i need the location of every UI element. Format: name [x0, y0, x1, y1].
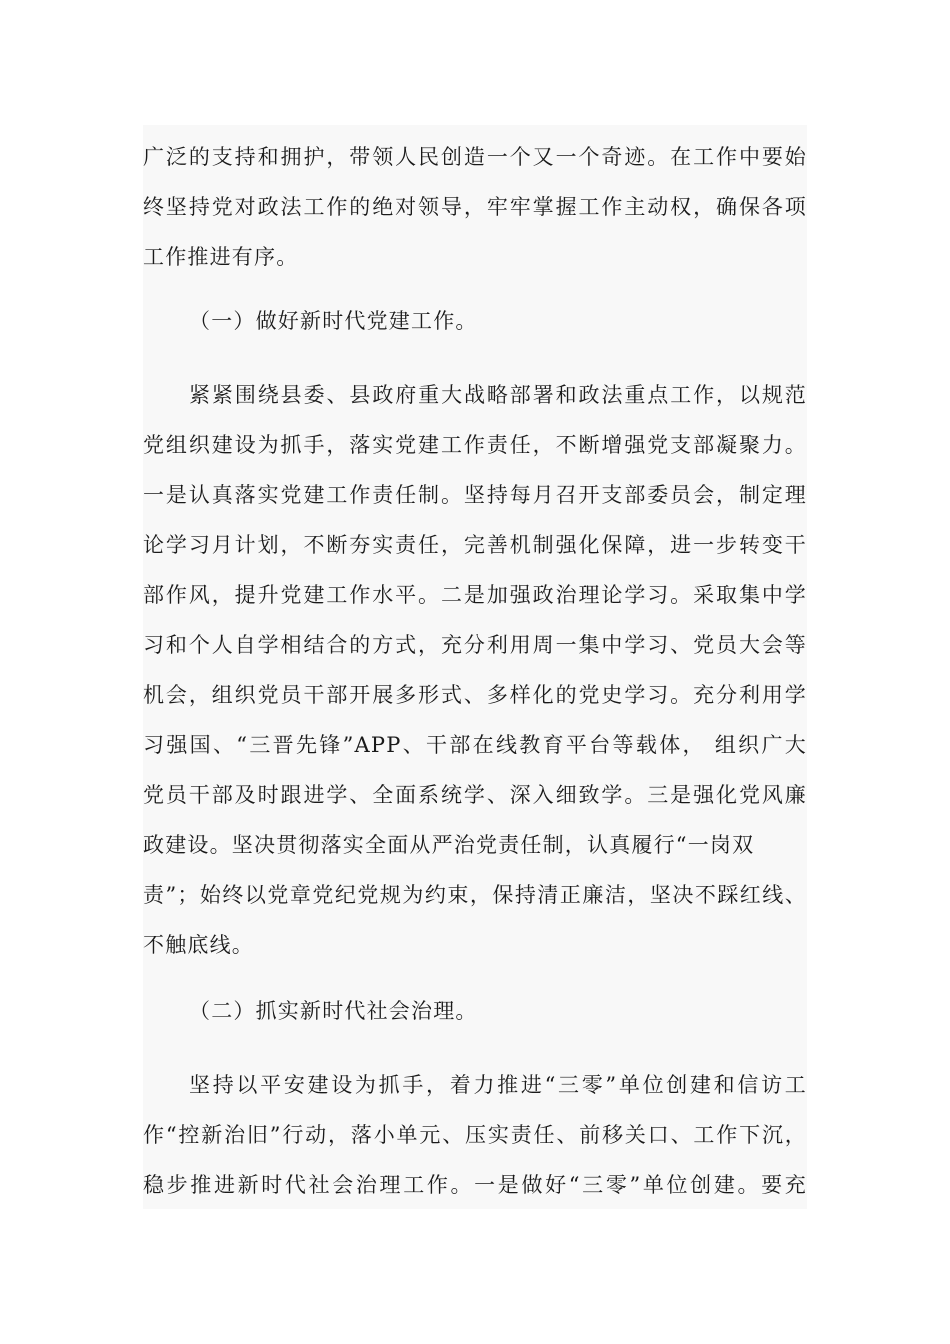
section-heading-2: （二）抓实新时代社会治理。: [189, 999, 478, 1023]
paragraph-line: 习和个人自学相结合的方式，充分利用周一集中学习、党员大会等: [143, 633, 807, 657]
paragraph-line: 作“控新治旧”行动，落小单元、压实责任、前移关口、工作下沉，: [143, 1123, 807, 1147]
paragraph-line: 论学习月计划，不断夯实责任，完善机制强化保障，进一步转变干: [143, 533, 807, 557]
paragraph-line: 广泛的支持和拥护，带领人民创造一个又一个奇迹。在工作中要始: [143, 145, 807, 169]
paragraph-line: 坚持以平安建设为抓手，着力推进“三零”单位创建和信访工: [189, 1073, 807, 1097]
document-page: [143, 125, 807, 1209]
paragraph-line: 政建设。坚决贯彻落实全面从严治党责任制，认真履行“一岗双: [143, 833, 755, 857]
paragraph-line: 紧紧围绕县委、县政府重大战略部署和政法重点工作，以规范: [189, 383, 807, 407]
paragraph-line: 不触底线。: [143, 933, 254, 957]
paragraph-line: 终坚持党对政法工作的绝对领导，牢牢掌握工作主动权，确保各项: [143, 195, 807, 219]
paragraph-line: 习强国、“三晋先锋”APP、干部在线教育平台等载体， 组织广大: [143, 733, 807, 757]
section-heading-1: （一）做好新时代党建工作。: [189, 309, 478, 333]
paragraph-line: 稳步推进新时代社会治理工作。一是做好“三零”单位创建。要充: [143, 1173, 807, 1197]
paragraph-line: 一是认真落实党建工作责任制。坚持每月召开支部委员会，制定理: [143, 483, 807, 507]
paragraph-line: 责”；始终以党章党纪党规为约束，保持清正廉洁，坚决不踩红线、: [143, 883, 807, 907]
paragraph-line: 部作风，提升党建工作水平。二是加强政治理论学习。采取集中学: [143, 583, 807, 607]
paragraph-line: 机会，组织党员干部开展多形式、多样化的党史学习。充分利用学: [143, 683, 807, 707]
paragraph-line: 党员干部及时跟进学、全面系统学、深入细致学。三是强化党风廉: [143, 783, 807, 807]
paragraph-line: 党组织建设为抓手，落实党建工作责任，不断增强党支部凝聚力。: [143, 433, 807, 457]
paragraph-line: 工作推进有序。: [143, 245, 299, 269]
